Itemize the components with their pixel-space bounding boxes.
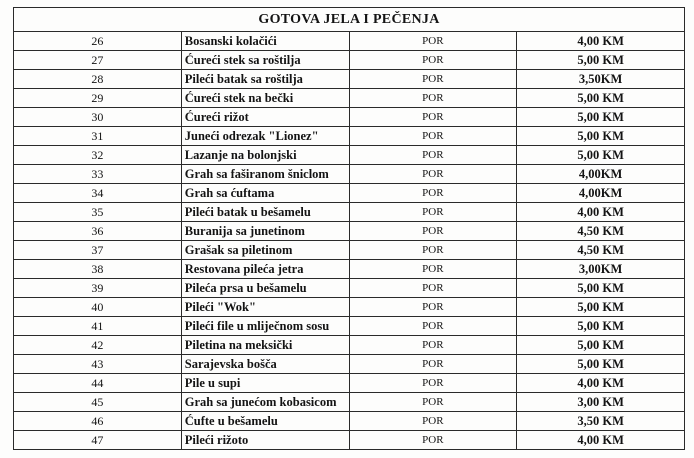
table-row [14,374,685,393]
item-number: 36 [14,222,182,241]
price-value: 4,50 KM [517,241,685,260]
table-row [14,203,685,222]
unit-label: POR [349,355,517,374]
unit-label: POR [349,184,517,203]
dish-name: Ćureći rižot [181,108,349,127]
table-row [14,165,685,184]
menu-rows [14,32,685,450]
unit-label: POR [349,89,517,108]
price-value: 5,00 KM [517,298,685,317]
dish-name: Pileći rižoto [181,431,349,450]
menu-table [13,7,685,450]
item-number: 43 [14,355,182,374]
table-row [14,431,685,450]
unit-label: POR [349,298,517,317]
item-number: 28 [14,70,182,89]
dish-name: Lazanje na bolonjski [181,146,349,165]
unit-label: POR [349,393,517,412]
price-value: 3,50KM [517,70,685,89]
table-row [14,32,685,51]
unit-label: POR [349,70,517,89]
item-number: 45 [14,393,182,412]
dish-name: Pile u supi [181,374,349,393]
table-row [14,260,685,279]
dish-name: Ćufte u bešamelu [181,412,349,431]
table-row [14,70,685,89]
price-value: 4,00 KM [517,431,685,450]
table-row [14,393,685,412]
table-row [14,127,685,146]
price-value: 5,00 KM [517,146,685,165]
price-value: 4,50 KM [517,222,685,241]
price-value: 5,00 KM [517,279,685,298]
unit-label: POR [349,203,517,222]
unit-label: POR [349,374,517,393]
dish-name: Sarajevska bošča [181,355,349,374]
unit-label: POR [349,165,517,184]
price-value: 5,00 KM [517,127,685,146]
unit-label: POR [349,32,517,51]
item-number: 37 [14,241,182,260]
price-value: 3,00KM [517,260,685,279]
dish-name: Pileći batak u bešamelu [181,203,349,222]
table-row [14,108,685,127]
dish-name: Buranija sa junetinom [181,222,349,241]
table-row [14,222,685,241]
menu-title: GOTOVA JELA I PEČENJA [14,8,685,32]
price-value: 4,00KM [517,165,685,184]
dish-name: Ćureći stek sa roštilja [181,51,349,70]
item-number: 34 [14,184,182,203]
table-row [14,184,685,203]
dish-name: Juneći odrezak "Lionez" [181,127,349,146]
item-number: 44 [14,374,182,393]
dish-name: Ćureći stek na bečki [181,89,349,108]
dish-name: Restovana pileća jetra [181,260,349,279]
item-number: 35 [14,203,182,222]
dish-name: Grah sa junećom kobasicom [181,393,349,412]
title-row [14,8,685,32]
price-value: 4,00 KM [517,32,685,51]
unit-label: POR [349,412,517,431]
dish-name: Bosanski kolačići [181,32,349,51]
dish-name: Pileći batak sa roštilja [181,70,349,89]
item-number: 46 [14,412,182,431]
unit-label: POR [349,127,517,146]
item-number: 41 [14,317,182,336]
table-row [14,51,685,70]
price-value: 4,00KM [517,184,685,203]
price-value: 5,00 KM [517,336,685,355]
dish-name: Grašak sa piletinom [181,241,349,260]
price-value: 5,00 KM [517,317,685,336]
price-value: 5,00 KM [517,355,685,374]
table-row [14,241,685,260]
item-number: 47 [14,431,182,450]
unit-label: POR [349,146,517,165]
table-row [14,317,685,336]
price-value: 3,00 KM [517,393,685,412]
item-number: 40 [14,298,182,317]
price-value: 5,00 KM [517,89,685,108]
unit-label: POR [349,317,517,336]
table-row [14,146,685,165]
price-value: 3,50 KM [517,412,685,431]
item-number: 27 [14,51,182,70]
dish-name: Grah sa ćuftama [181,184,349,203]
table-row [14,298,685,317]
unit-label: POR [349,241,517,260]
price-value: 4,00 KM [517,203,685,222]
unit-label: POR [349,260,517,279]
dish-name: Pileći "Wok" [181,298,349,317]
unit-label: POR [349,108,517,127]
item-number: 30 [14,108,182,127]
dish-name: Grah sa faširanom šniclom [181,165,349,184]
unit-label: POR [349,51,517,70]
unit-label: POR [349,222,517,241]
dish-name: Pileća prsa u bešamelu [181,279,349,298]
item-number: 32 [14,146,182,165]
price-value: 5,00 KM [517,51,685,70]
item-number: 42 [14,336,182,355]
table-row [14,412,685,431]
item-number: 26 [14,32,182,51]
item-number: 29 [14,89,182,108]
unit-label: POR [349,336,517,355]
item-number: 39 [14,279,182,298]
unit-label: POR [349,431,517,450]
table-row [14,336,685,355]
price-value: 5,00 KM [517,108,685,127]
unit-label: POR [349,279,517,298]
table-row [14,279,685,298]
table-row [14,355,685,374]
item-number: 33 [14,165,182,184]
item-number: 38 [14,260,182,279]
item-number: 31 [14,127,182,146]
table-row [14,89,685,108]
dish-name: Pileći file u mliječnom sosu [181,317,349,336]
dish-name: Piletina na meksički [181,336,349,355]
price-value: 4,00 KM [517,374,685,393]
